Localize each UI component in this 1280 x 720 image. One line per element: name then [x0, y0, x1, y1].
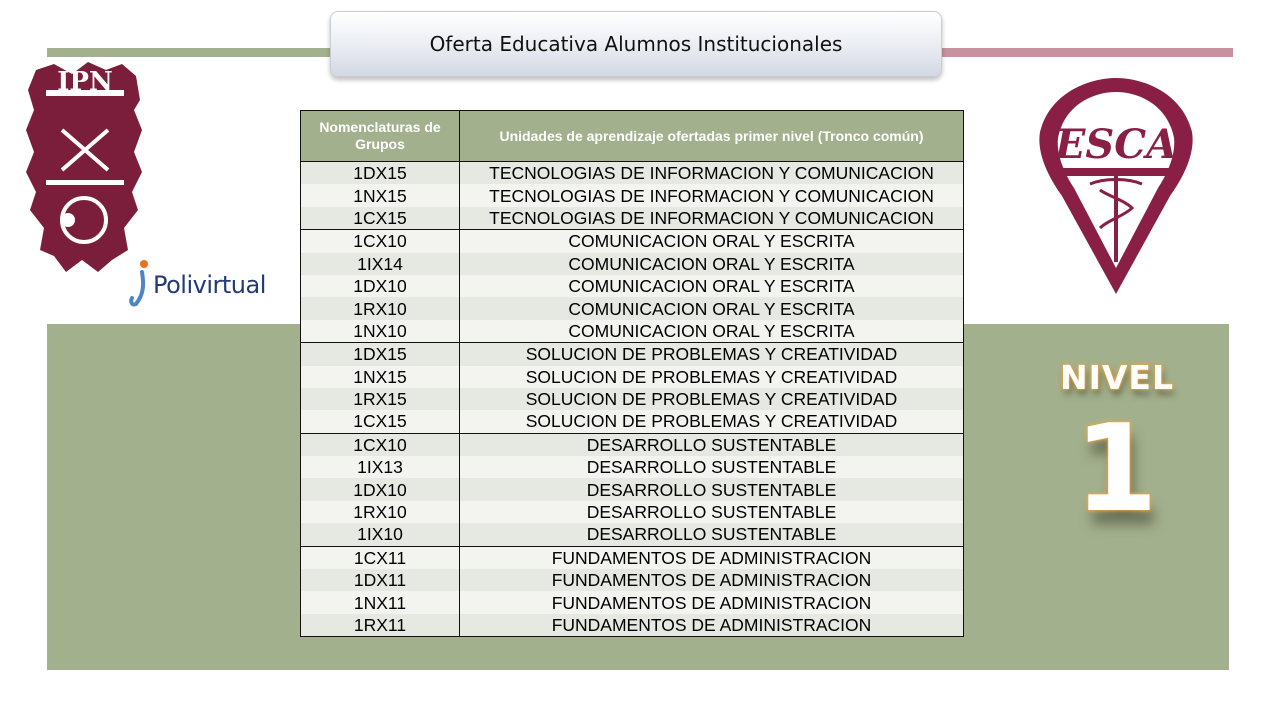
table-header-row [301, 111, 964, 162]
table-row [301, 320, 964, 343]
table-row [301, 501, 964, 523]
unit-cell: DESARROLLO SUSTENTABLE [460, 523, 964, 546]
polivirtual-label: Polivirtual [153, 271, 266, 299]
table-row [301, 343, 964, 366]
polivirtual-mark-icon [126, 258, 154, 308]
polivirtual-logo [126, 258, 276, 308]
table-row [301, 591, 964, 613]
group-cell: 1NX11 [301, 591, 460, 613]
group-cell: 1NX10 [301, 320, 460, 343]
group-cell: 1NX15 [301, 366, 460, 388]
unit-cell: COMUNICACION ORAL Y ESCRITA [460, 253, 964, 275]
table-row [301, 275, 964, 297]
unit-cell: SOLUCION DE PROBLEMAS Y CREATIVIDAD [460, 388, 964, 410]
unit-cell: SOLUCION DE PROBLEMAS Y CREATIVIDAD [460, 343, 964, 366]
group-cell: 1IX13 [301, 456, 460, 478]
column-header-units: Unidades de aprendizaje ofertadas primer nivel (Tronco común) [460, 111, 964, 162]
unit-cell: DESARROLLO SUSTENTABLE [460, 501, 964, 523]
table-row [301, 184, 964, 206]
unit-cell: SOLUCION DE PROBLEMAS Y CREATIVIDAD [460, 410, 964, 433]
unit-cell: COMUNICACION ORAL Y ESCRITA [460, 320, 964, 343]
table-row [301, 297, 964, 319]
unit-cell: FUNDAMENTOS DE ADMINISTRACION [460, 546, 964, 569]
group-cell: 1RX10 [301, 501, 460, 523]
unit-cell: DESARROLLO SUSTENTABLE [460, 478, 964, 500]
esca-logo [1030, 72, 1202, 300]
unit-cell: SOLUCION DE PROBLEMAS Y CREATIVIDAD [460, 366, 964, 388]
table-row [301, 366, 964, 388]
unit-cell: COMUNICACION ORAL Y ESCRITA [460, 275, 964, 297]
table-row [301, 162, 964, 185]
unit-cell: FUNDAMENTOS DE ADMINISTRACION [460, 614, 964, 637]
unit-cell: FUNDAMENTOS DE ADMINISTRACION [460, 591, 964, 613]
table-row [301, 433, 964, 456]
group-cell: 1DX10 [301, 478, 460, 500]
courses-table [300, 110, 964, 637]
unit-cell: DESARROLLO SUSTENTABLE [460, 456, 964, 478]
group-cell: 1RX15 [301, 388, 460, 410]
table-row [301, 478, 964, 500]
table-row [301, 410, 964, 433]
header-rule-right [925, 48, 1233, 57]
esca-logo-text: ESCA [1054, 121, 1178, 168]
group-cell: 1CX15 [301, 207, 460, 230]
unit-cell: TECNOLOGIAS DE INFORMACION Y COMUNICACION [460, 162, 964, 185]
group-cell: 1DX15 [301, 343, 460, 366]
table-row [301, 456, 964, 478]
group-cell: 1DX10 [301, 275, 460, 297]
group-cell: 1CX11 [301, 546, 460, 569]
group-cell: 1DX15 [301, 162, 460, 185]
table-row [301, 614, 964, 637]
unit-cell: COMUNICACION ORAL Y ESCRITA [460, 297, 964, 319]
level-number: 1 [1074, 400, 1158, 539]
group-cell: 1RX10 [301, 297, 460, 319]
table-row [301, 569, 964, 591]
unit-cell: TECNOLOGIAS DE INFORMACION Y COMUNICACION [460, 207, 964, 230]
group-cell: 1CX10 [301, 433, 460, 456]
ipn-logo [24, 60, 146, 275]
ipn-logo-text: IPN [57, 67, 113, 97]
unit-cell: DESARROLLO SUSTENTABLE [460, 433, 964, 456]
group-cell: 1IX14 [301, 253, 460, 275]
unit-cell: FUNDAMENTOS DE ADMINISTRACION [460, 569, 964, 591]
header-rule-left [47, 48, 347, 57]
group-cell: 1DX11 [301, 569, 460, 591]
table-row [301, 230, 964, 253]
group-cell: 1NX15 [301, 184, 460, 206]
table-row [301, 207, 964, 230]
unit-cell: COMUNICACION ORAL Y ESCRITA [460, 230, 964, 253]
column-header-groups: Nomenclaturas de Grupos [301, 111, 460, 162]
table-row [301, 546, 964, 569]
table-row [301, 253, 964, 275]
table-row [301, 388, 964, 410]
page-title: Oferta Educativa Alumnos Institucionales [330, 11, 942, 77]
group-cell: 1CX15 [301, 410, 460, 433]
unit-cell: TECNOLOGIAS DE INFORMACION Y COMUNICACION [460, 184, 964, 206]
table-row [301, 523, 964, 546]
group-cell: 1IX10 [301, 523, 460, 546]
group-cell: 1RX11 [301, 614, 460, 637]
group-cell: 1CX10 [301, 230, 460, 253]
level-label: NIVEL [1059, 358, 1174, 397]
